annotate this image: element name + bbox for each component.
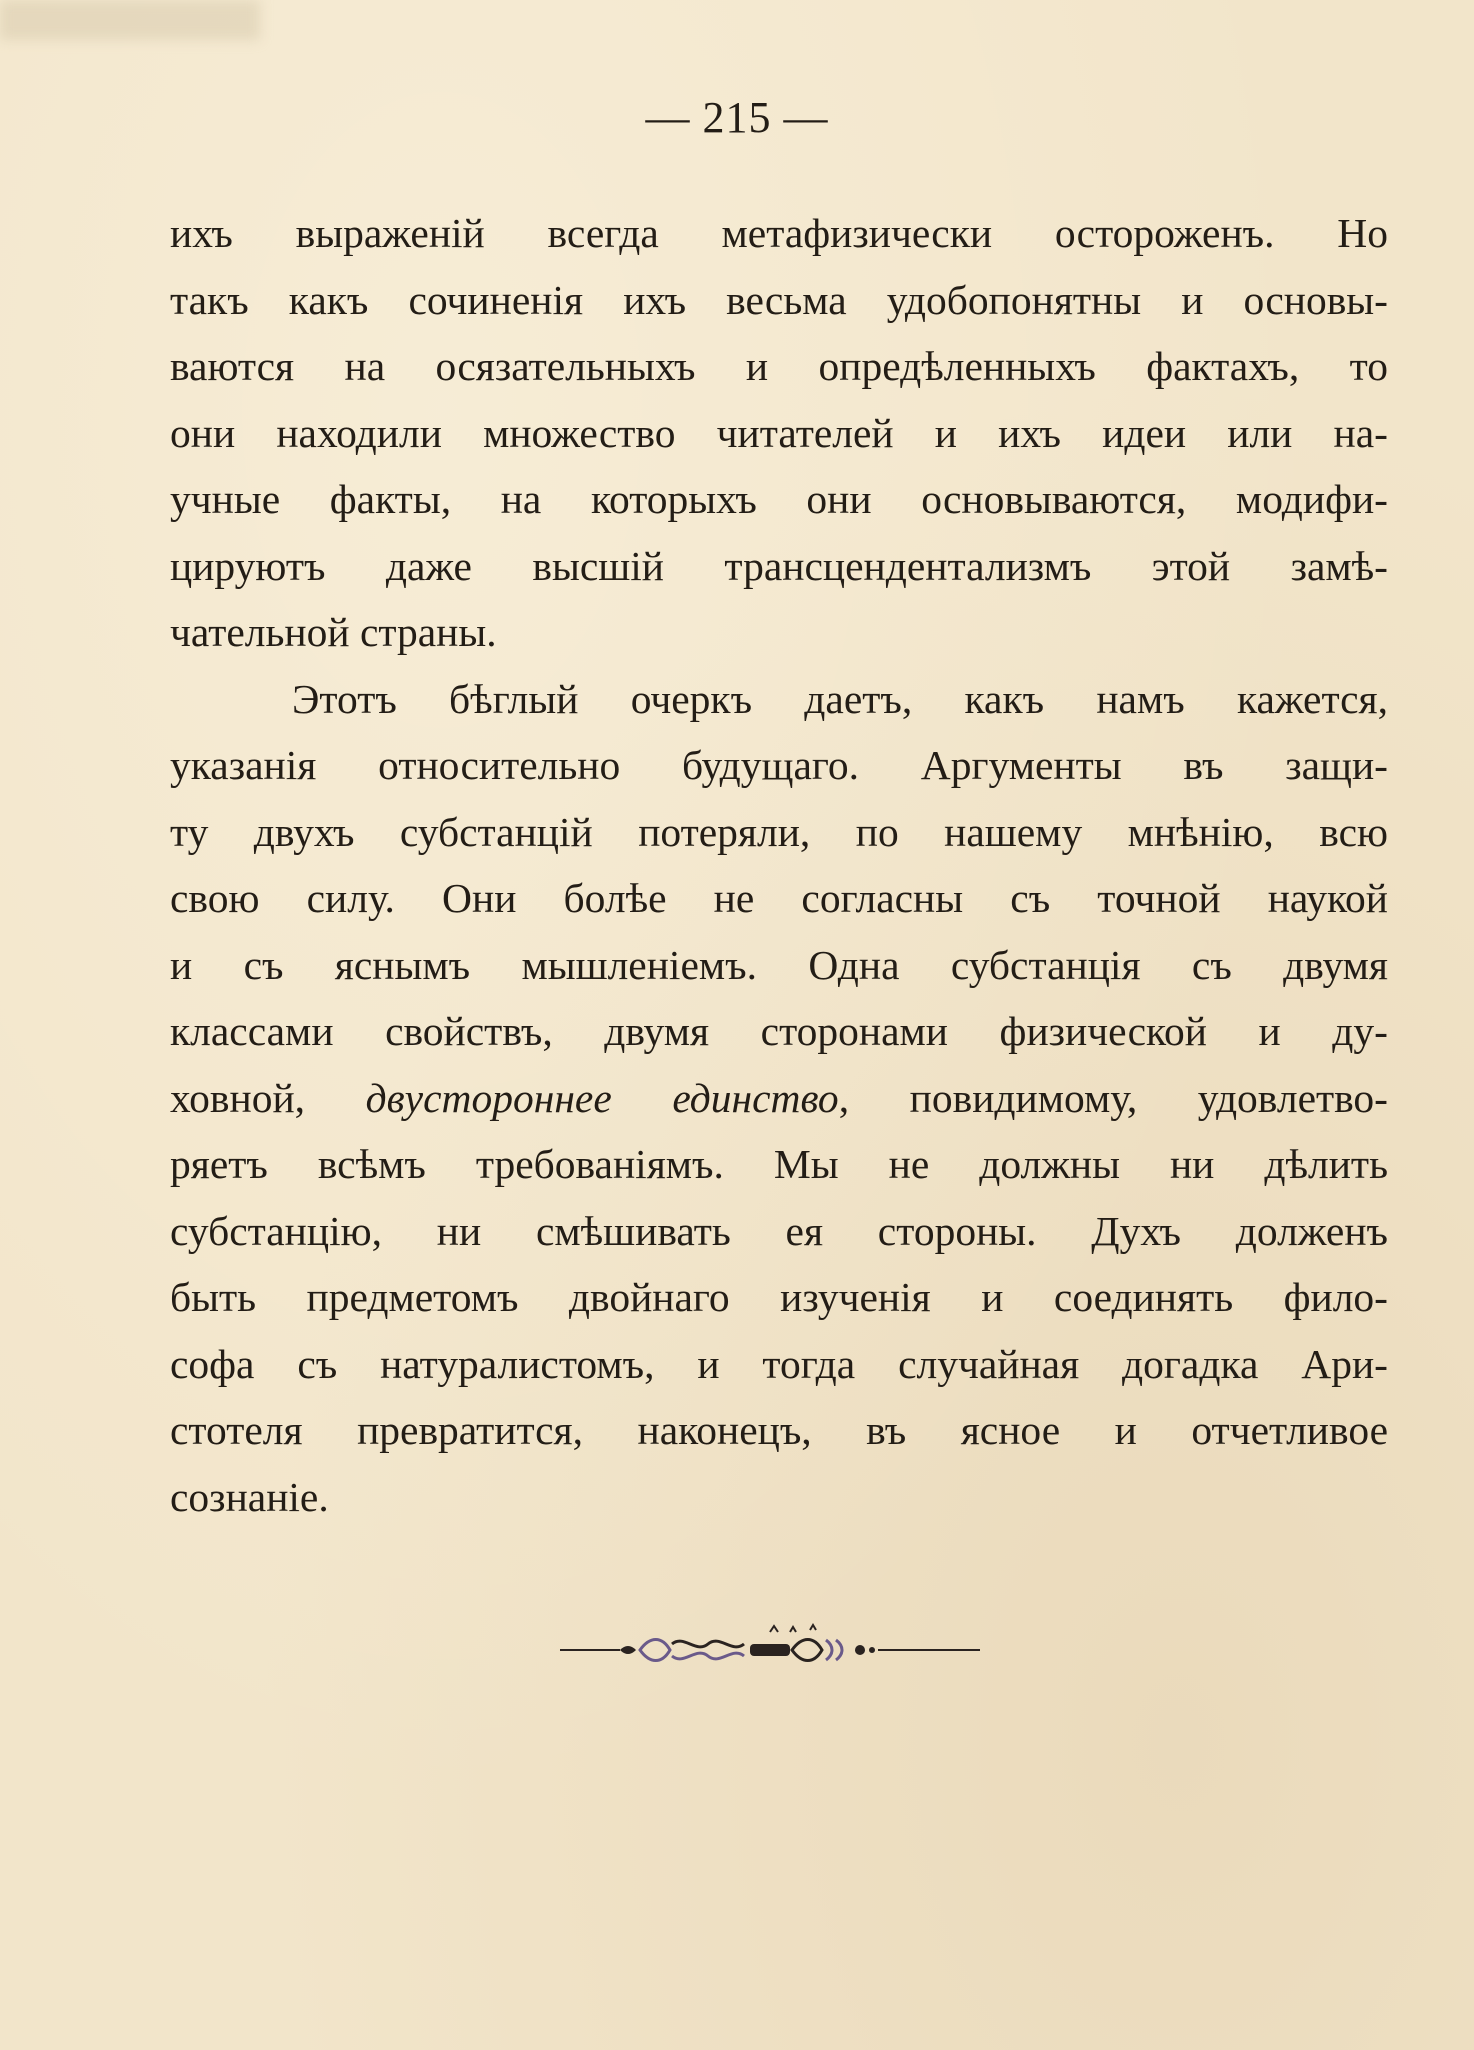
italic-phrase: двустороннее единство [365,1074,839,1121]
paragraph-1 [170,200,1388,666]
body-text [170,200,1388,1530]
text-line: такъ какъ сочиненія ихъ весьма удобопонятны и основы- [170,276,1388,323]
page-number: — 215 — [645,93,829,142]
text-line: и съ яснымъ мышленіемъ. Одна субстанція съ двумя [170,941,1388,988]
text-line: они находили множество читателей и ихъ идеи или на- [170,409,1388,456]
text-line: ваются на осязательныхъ и опредѣленныхъ фактахъ, то [170,343,1388,389]
text-line: стотеля превратится, наконецъ, въ ясное и отчетливое [170,1407,1388,1453]
page-stain [0,0,260,40]
text-line-with-italic [170,1065,1388,1132]
text-line: учные факты, на которыхъ они основываются, модифи- [170,476,1388,522]
text-line: чательной страны. [170,609,497,655]
text-line: свою силу. Они болѣе не согласны съ точной наукой [170,875,1388,921]
paragraph-2 [170,666,1388,1531]
text-line: классами свойствъ, двумя сторонами физической и ду- [170,1008,1388,1054]
text-line: ряетъ всѣмъ требованіямъ. Мы не должны ни дѣлить [170,1141,1388,1187]
text-segment: , повидимому, удовлетво- [838,1074,1389,1121]
text-line: Этотъ бѣглый очеркъ даетъ, какъ намъ кажется, [292,675,1388,722]
text-line: субстанцію, ни смѣшивать ея стороны. Духъ долженъ [170,1207,1388,1254]
text-line: указанія относительно будущаго. Аргументы въ защи- [170,742,1388,788]
text-line: быть предметомъ двойнаго изученія и соединять фило- [170,1274,1388,1320]
text-line: софа съ натуралистомъ, и тогда случайная догадка Ари- [170,1340,1388,1387]
text-line: сознаніе. [170,1473,329,1520]
text-line: ихъ выраженій всегда метафизически остороженъ. Но [170,210,1388,256]
text-segment: ховной, [170,1074,306,1121]
text-line: цируютъ даже высшій трансцендентализмъ этой замѣ- [170,542,1388,589]
text-line: ту двухъ субстанцій потеряли, по нашему мнѣнію, всю [170,808,1388,855]
tailpiece-flourish-icon [560,1622,980,1672]
